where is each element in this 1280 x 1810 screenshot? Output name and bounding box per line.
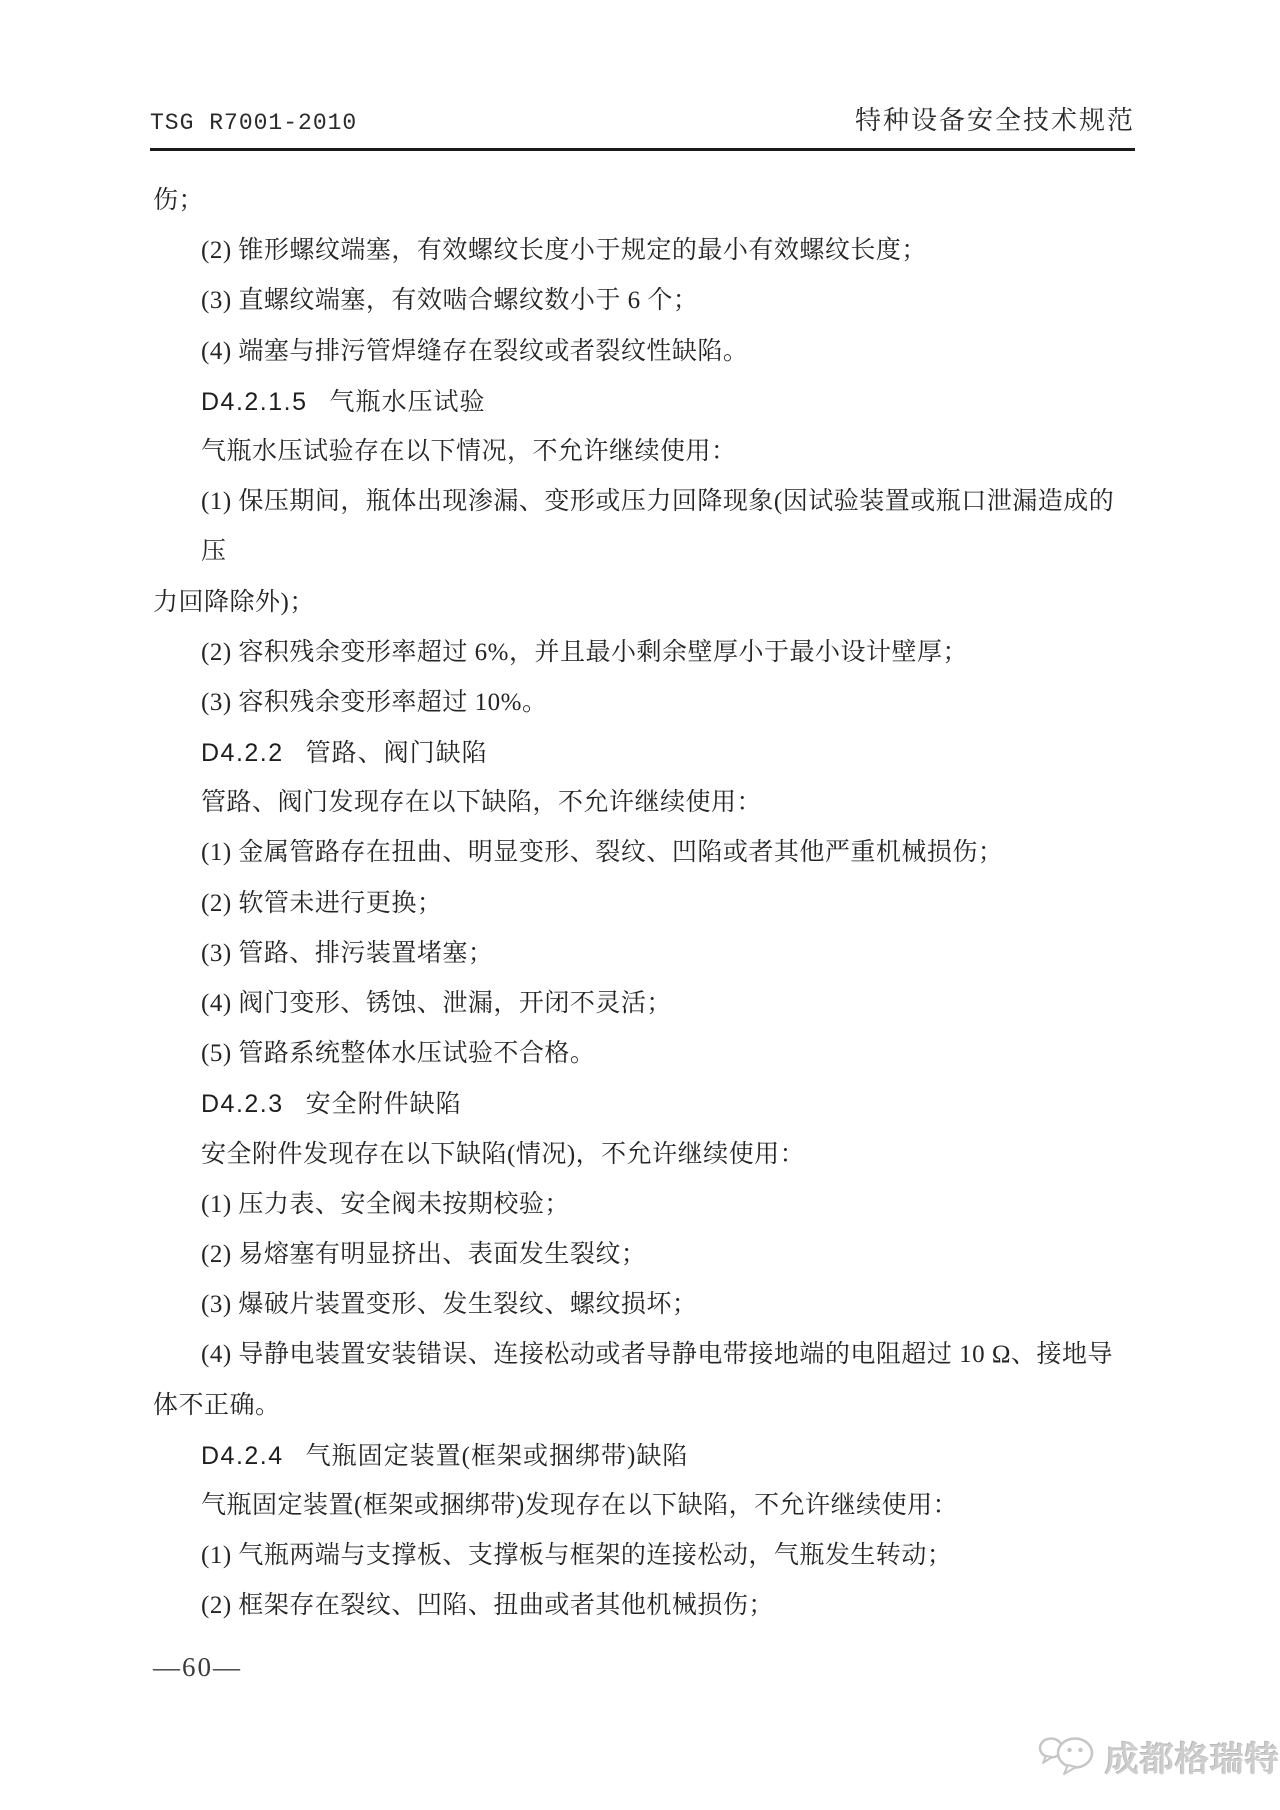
section-number: D4.2.4 bbox=[201, 1441, 284, 1470]
body-line: 伤； bbox=[153, 187, 205, 214]
body-line: 压 bbox=[201, 538, 227, 566]
body-line: (1) 金属管路存在扭曲、明显变形、裂纹、凹陷或者其他严重机械损伤； bbox=[201, 839, 1004, 867]
body-line: (2) 容积残余变形率超过 6%，并且最小剩余壁厚小于最小设计壁厚； bbox=[201, 638, 968, 666]
doc-code: TSG R7001-2010 bbox=[150, 110, 358, 136]
section-title: 管路、阀门缺陷 bbox=[305, 740, 488, 768]
section-number: D4.2.1.5 bbox=[201, 387, 308, 416]
section-heading bbox=[153, 1431, 1143, 1481]
body-line: 体不正确。 bbox=[153, 1391, 281, 1419]
body-line: (2) 锥形螺纹端塞，有效螺纹长度小于规定的最小有效螺纹长度； bbox=[201, 237, 927, 265]
doc-title: 特种设备安全技术规范 bbox=[854, 106, 1135, 135]
body-line: 安全附件发现存在以下缺陷(情况)，不允许继续使用： bbox=[201, 1140, 806, 1168]
section-title: 气瓶水压试验 bbox=[329, 388, 486, 416]
body-line: (3) 直螺纹端塞，有效啮合螺纹数小于 6 个； bbox=[201, 287, 699, 315]
body-line: (3) 容积残余变形率超过 10%。 bbox=[201, 688, 548, 716]
body-line: 气瓶固定装置(框架或捆绑带)发现存在以下缺陷，不允许继续使用： bbox=[201, 1491, 959, 1519]
section-heading bbox=[153, 1079, 1143, 1129]
document-body bbox=[153, 176, 1143, 1631]
section-heading bbox=[153, 728, 1143, 778]
body-line: (2) 软管未进行更换； bbox=[201, 889, 443, 917]
page-header bbox=[150, 100, 1135, 151]
section-number: D4.2.3 bbox=[201, 1090, 284, 1119]
watermark bbox=[1038, 1730, 1280, 1782]
section-heading bbox=[153, 377, 1143, 427]
body-line: (1) 保压期间，瓶体出现渗漏、变形或压力回降现象(因试验装置或瓶口泄漏造成的 bbox=[201, 488, 1115, 516]
page-number: —60— bbox=[153, 1652, 242, 1682]
body-line: 力回降除外)； bbox=[153, 588, 315, 616]
body-line: (1) 气瓶两端与支撑板、支撑板与框架的连接松动，气瓶发生转动； bbox=[201, 1542, 953, 1570]
body-line: (4) 阀门变形、锈蚀、泄漏，开闭不灵活； bbox=[201, 990, 672, 1017]
body-line: (5) 管路系统整体水压试验不合格。 bbox=[201, 1040, 596, 1068]
body-line: (2) 易熔塞有明显挤出、表面发生裂纹； bbox=[201, 1240, 647, 1268]
body-line: (3) 爆破片装置变形、发生裂纹、螺纹损坏； bbox=[201, 1291, 698, 1319]
body-line: 气瓶水压试验存在以下情况，不允许继续使用： bbox=[201, 437, 737, 465]
body-line: (3) 管路、排污装置堵塞； bbox=[201, 939, 494, 967]
watermark-text: 成都格瑞特 bbox=[1105, 1740, 1280, 1779]
section-number: D4.2.2 bbox=[201, 739, 284, 768]
section-title: 安全附件缺陷 bbox=[305, 1091, 462, 1119]
body-line: (4) 端塞与排污管焊缝存在裂纹或者裂纹性缺陷。 bbox=[201, 337, 749, 365]
body-line: (4) 导静电装置安装错误、连接松动或者导静电带接地端的电阻超过 10 Ω、接地导 bbox=[201, 1341, 1113, 1369]
body-line: 管路、阀门发现存在以下缺陷，不允许继续使用： bbox=[201, 789, 763, 817]
wechat-icon bbox=[1038, 1730, 1100, 1782]
body-line: (1) 压力表、安全阀未按期校验； bbox=[201, 1190, 570, 1218]
body-line: (2) 框架存在裂纹、凹陷、扭曲或者其他机械损伤； bbox=[201, 1592, 774, 1620]
section-title: 气瓶固定装置(框架或捆绑带)缺陷 bbox=[305, 1442, 689, 1470]
